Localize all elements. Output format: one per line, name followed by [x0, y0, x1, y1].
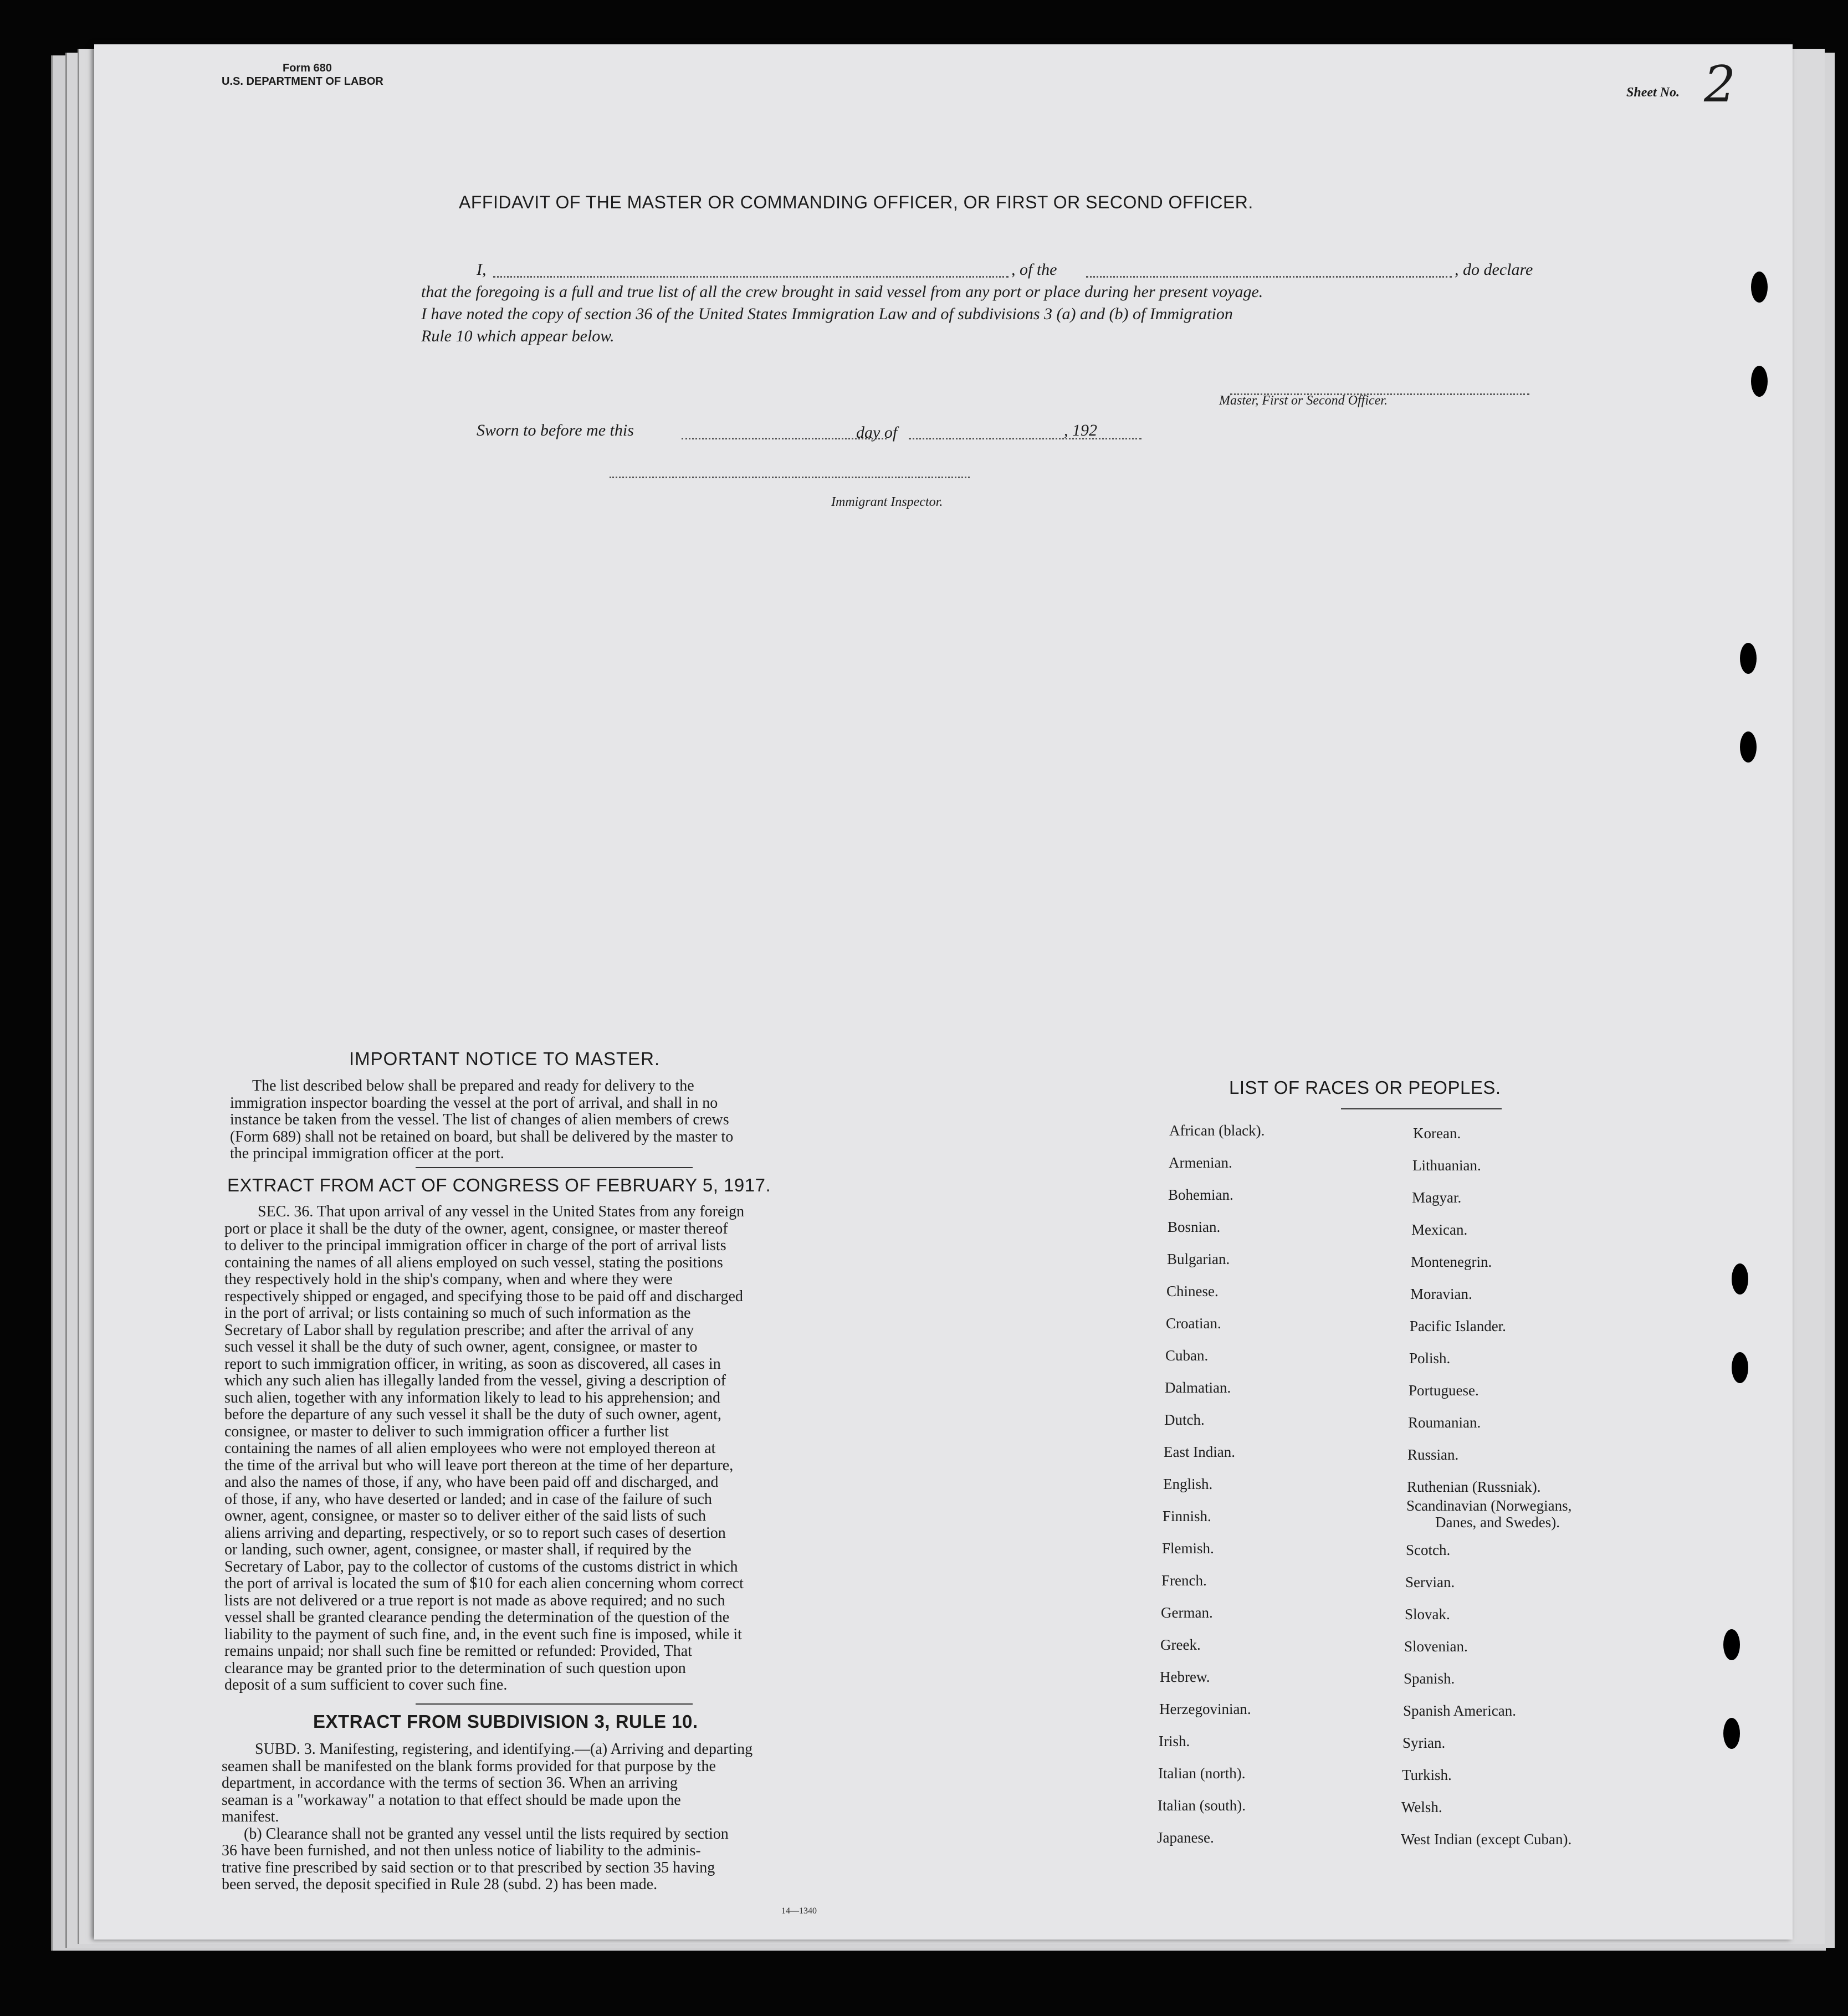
race-item: Mexican. — [1411, 1221, 1468, 1238]
race-item: Portuguese. — [1409, 1382, 1479, 1399]
print-code: 14—1340 — [781, 1906, 817, 1916]
notice-line: instance be taken from the vessel. The list of changes of alien members of crews — [230, 1111, 729, 1128]
race-item: Korean. — [1413, 1125, 1461, 1142]
notice-line: (Form 689) shall not be retained on board, but shall be delivered by the master to — [230, 1128, 734, 1145]
affidavit-line-4: Rule 10 which appear below. — [421, 327, 615, 345]
name-blank — [493, 276, 1009, 278]
race-item: Russian. — [1407, 1446, 1459, 1463]
punch-hole — [1751, 366, 1768, 397]
sworn-month-blank — [909, 438, 1141, 439]
sheet-number-handwritten: 2 — [1704, 55, 1736, 114]
race-item: Montenegrin. — [1411, 1253, 1492, 1270]
form-number: Form 680 — [283, 62, 332, 74]
department-label: U.S. DEPARTMENT OF LABOR — [222, 75, 383, 88]
extract-act-body — [224, 1204, 945, 1694]
act-line: such alien, together with any information likely to lead to his apprehension; and — [224, 1389, 721, 1406]
act-line: deposit of a sum sufficient to cover such fine. — [224, 1676, 508, 1693]
act-line: which any such alien has illegally landed from the vessel, giving a description of — [224, 1372, 726, 1389]
race-item: Bosnian. — [1168, 1219, 1221, 1235]
race-item: Ruthenian (Russniak). — [1407, 1478, 1541, 1495]
extract-rule-title: EXTRACT FROM SUBDIVISION 3, RULE 10. — [313, 1711, 698, 1732]
race-item: Lithuanian. — [1412, 1157, 1481, 1174]
notice-body — [230, 1078, 950, 1163]
race-item: Italian (north). — [1158, 1765, 1246, 1782]
affidavit-i: I, — [477, 260, 487, 279]
act-line: containing the names of all alien employees who were not employed thereon at — [224, 1440, 716, 1457]
act-line: or landing, such owner, agent, consignee, or master shall, if required by the — [224, 1541, 692, 1558]
race-item: Hebrew. — [1160, 1669, 1210, 1685]
race-item: Danes, and Swedes). — [1435, 1514, 1560, 1531]
race-item: Pacific Islander. — [1410, 1318, 1506, 1334]
extract-rule-body — [222, 1741, 942, 1894]
act-line: owner, agent, consignee, or master so to deliver either of the said lists of such — [224, 1507, 706, 1524]
punch-hole — [1732, 1352, 1748, 1383]
race-item: Roumanian. — [1408, 1414, 1481, 1431]
punch-hole — [1723, 1718, 1740, 1749]
race-item: African (black). — [1169, 1122, 1265, 1139]
sworn-year: , 192 — [1064, 421, 1097, 439]
act-line: Secretary of Labor shall by regulation prescribe; and after the arrival of any — [224, 1321, 694, 1339]
notice-line: The list described below shall be prepared and ready for delivery to the — [252, 1077, 694, 1094]
act-rule — [416, 1703, 693, 1705]
race-item: Chinese. — [1166, 1283, 1219, 1299]
inspector-line — [610, 477, 970, 478]
races-rule — [1341, 1108, 1502, 1109]
race-item: Flemish. — [1162, 1540, 1214, 1557]
punch-hole — [1740, 731, 1757, 763]
notice-title: IMPORTANT NOTICE TO MASTER. — [349, 1048, 661, 1069]
act-line: report to such immigration officer, in writing, as soon as discovered, all cases in — [224, 1355, 721, 1373]
act-line: consignee, or master to deliver to such immigration officer a further list — [224, 1423, 669, 1440]
race-item: Spanish. — [1404, 1670, 1455, 1687]
notice-line: immigration inspector boarding the vessel at the port of arrival, and shall in no — [230, 1094, 718, 1112]
race-item: Bohemian. — [1168, 1186, 1233, 1203]
act-line: the port of arrival is located the sum of $10 for each alien concerning whom correct — [224, 1575, 744, 1592]
affidavit-declare: , do declare — [1455, 260, 1533, 279]
race-item: Scotch. — [1406, 1542, 1451, 1558]
race-item: Slovenian. — [1404, 1638, 1468, 1655]
race-item: Dutch. — [1164, 1411, 1205, 1428]
race-item: Syrian. — [1402, 1734, 1446, 1751]
race-item: Finnish. — [1163, 1508, 1211, 1524]
act-line: such vessel it shall be the duty of such owner, agent, consignee, or master to — [224, 1338, 698, 1355]
inspector-caption: Immigrant Inspector. — [831, 495, 943, 509]
race-item: Dalmatian. — [1165, 1379, 1231, 1396]
act-line: in the port of arrival; or lists containing so much of such information as the — [224, 1304, 691, 1322]
punch-hole — [1732, 1263, 1748, 1294]
affidavit-line-3: I have noted the copy of section 36 of the United States Immigration Law and of subdivisions 3 (a) and (b) of Immigration — [421, 305, 1233, 323]
signature-caption: Master, First or Second Officer. — [1219, 393, 1388, 408]
affidavit-title: AFFIDAVIT OF THE MASTER OR COMMANDING OFFICER, OR FIRST OR SECOND OFFICER. — [459, 192, 1253, 212]
races-title: LIST OF RACES OR PEOPLES. — [1229, 1077, 1501, 1098]
act-line: Secretary of Labor, pay to the collector of customs of the customs district in which — [224, 1558, 738, 1575]
rule-line: SUBD. 3. Manifesting, registering, and identifying.—(a) Arriving and departing — [255, 1741, 753, 1758]
race-item: Polish. — [1409, 1350, 1451, 1367]
race-item: Japanese. — [1157, 1829, 1214, 1846]
race-item: Slovak. — [1405, 1606, 1450, 1623]
act-line: clearance may be granted prior to the determination of such question upon — [224, 1659, 686, 1677]
race-item: German. — [1161, 1604, 1213, 1621]
punch-hole — [1740, 643, 1757, 674]
act-line: vessel shall be granted clearance pending the determination of the question of the — [224, 1609, 730, 1626]
rule-line: (b) Clearance shall not be granted any vessel until the lists required by section — [244, 1825, 729, 1843]
notice-line: the principal immigration officer at the port. — [230, 1145, 504, 1162]
rule-line: seaman is a "workaway" a notation to that effect should be made upon the — [222, 1791, 681, 1809]
act-line: of those, if any, who have deserted or landed; and in case of the failure of such — [224, 1490, 712, 1508]
act-line: aliens arriving and departing, respectively, or so to report such cases of desertion — [224, 1524, 726, 1542]
race-item: Scandinavian (Norwegians, — [1406, 1497, 1572, 1514]
race-item: Italian (south). — [1158, 1797, 1246, 1814]
rule-line: manifest. — [222, 1808, 279, 1825]
race-item: Welsh. — [1401, 1799, 1442, 1815]
race-item: Bulgarian. — [1167, 1251, 1230, 1267]
sworn-day-of: day of — [856, 423, 898, 442]
affidavit-of-the: , of the — [1011, 260, 1057, 279]
race-item: Spanish American. — [1403, 1702, 1516, 1719]
act-line: respectively shipped or engaged, and specifying those to be paid off and discharged — [224, 1287, 743, 1305]
race-item: Servian. — [1405, 1574, 1455, 1590]
punch-hole — [1751, 272, 1768, 303]
race-item: Herzegovinian. — [1159, 1701, 1251, 1717]
act-line: the time of the arrival but who will leave port thereon at the time of her departure, — [224, 1456, 734, 1474]
act-line: and also the names of those, if any, who have been paid off and discharged, and — [224, 1473, 719, 1491]
act-line: liability to the payment of such fine, and, in the event such fine is imposed, while it — [224, 1625, 742, 1643]
rule-line: seamen shall be manifested on the blank forms provided for that purpose by the — [222, 1757, 716, 1775]
race-item: East Indian. — [1164, 1444, 1235, 1460]
race-item: Magyar. — [1412, 1189, 1462, 1206]
race-item: Cuban. — [1165, 1347, 1209, 1364]
race-item: Moravian. — [1410, 1286, 1472, 1302]
act-line: lists are not delivered or a true report is not made as above required; and no such — [224, 1592, 725, 1609]
rule-line: trative fine prescribed by said section or to that prescribed by section 35 having — [222, 1859, 715, 1876]
act-line: before the departure of any such vessel it shall be the duty of such owner, agent, — [224, 1406, 721, 1423]
affidavit-line-2: that the foregoing is a full and true list of all the crew brought in said vessel from any port or place during her present voyage. — [421, 283, 1263, 301]
act-line: remains unpaid; nor shall such fine be remitted or refunded: Provided, That — [224, 1643, 692, 1660]
rule-line: department, in accordance with the terms of section 36. When an arriving — [222, 1774, 678, 1792]
punch-hole — [1723, 1629, 1740, 1660]
race-item: French. — [1161, 1572, 1207, 1589]
rule-line: been served, the deposit specified in Rule 28 (subd. 2) has been made. — [222, 1876, 658, 1893]
race-item: West Indian (except Cuban). — [1401, 1831, 1572, 1848]
act-line: they respectively hold in the ship's company, when and where they were — [224, 1271, 673, 1288]
sheet-label: Sheet No. — [1626, 85, 1680, 100]
races-column-2 — [1401, 1125, 1693, 1912]
race-item: Armenian. — [1169, 1154, 1232, 1171]
act-line: to deliver to the principal immigration officer in charge of the port of arrival lists — [224, 1237, 726, 1254]
race-item: Croatian. — [1166, 1315, 1221, 1332]
document-page — [94, 44, 1793, 1940]
vessel-blank — [1086, 276, 1452, 278]
rule-line: 36 have been furnished, and not then unless notice of liability to the adminis- — [222, 1842, 701, 1859]
sworn-text: Sworn to before me this — [477, 421, 634, 439]
act-line: containing the names of all aliens employed on such vessel, stating the positions — [224, 1253, 723, 1271]
race-item: Turkish. — [1402, 1767, 1452, 1783]
act-line: port or place it shall be the duty of the owner, agent, consignee, or master thereof — [224, 1220, 728, 1237]
act-line: SEC. 36. That upon arrival of any vessel in the United States from any foreign — [258, 1203, 745, 1220]
race-item: Greek. — [1160, 1636, 1201, 1653]
race-item: Irish. — [1159, 1733, 1190, 1749]
race-item: English. — [1163, 1476, 1213, 1492]
extract-act-title: EXTRACT FROM ACT OF CONGRESS OF FEBRUARY 5, 1917. — [227, 1175, 771, 1195]
notice-rule — [416, 1167, 693, 1168]
races-column-1 — [1157, 1122, 1427, 1898]
